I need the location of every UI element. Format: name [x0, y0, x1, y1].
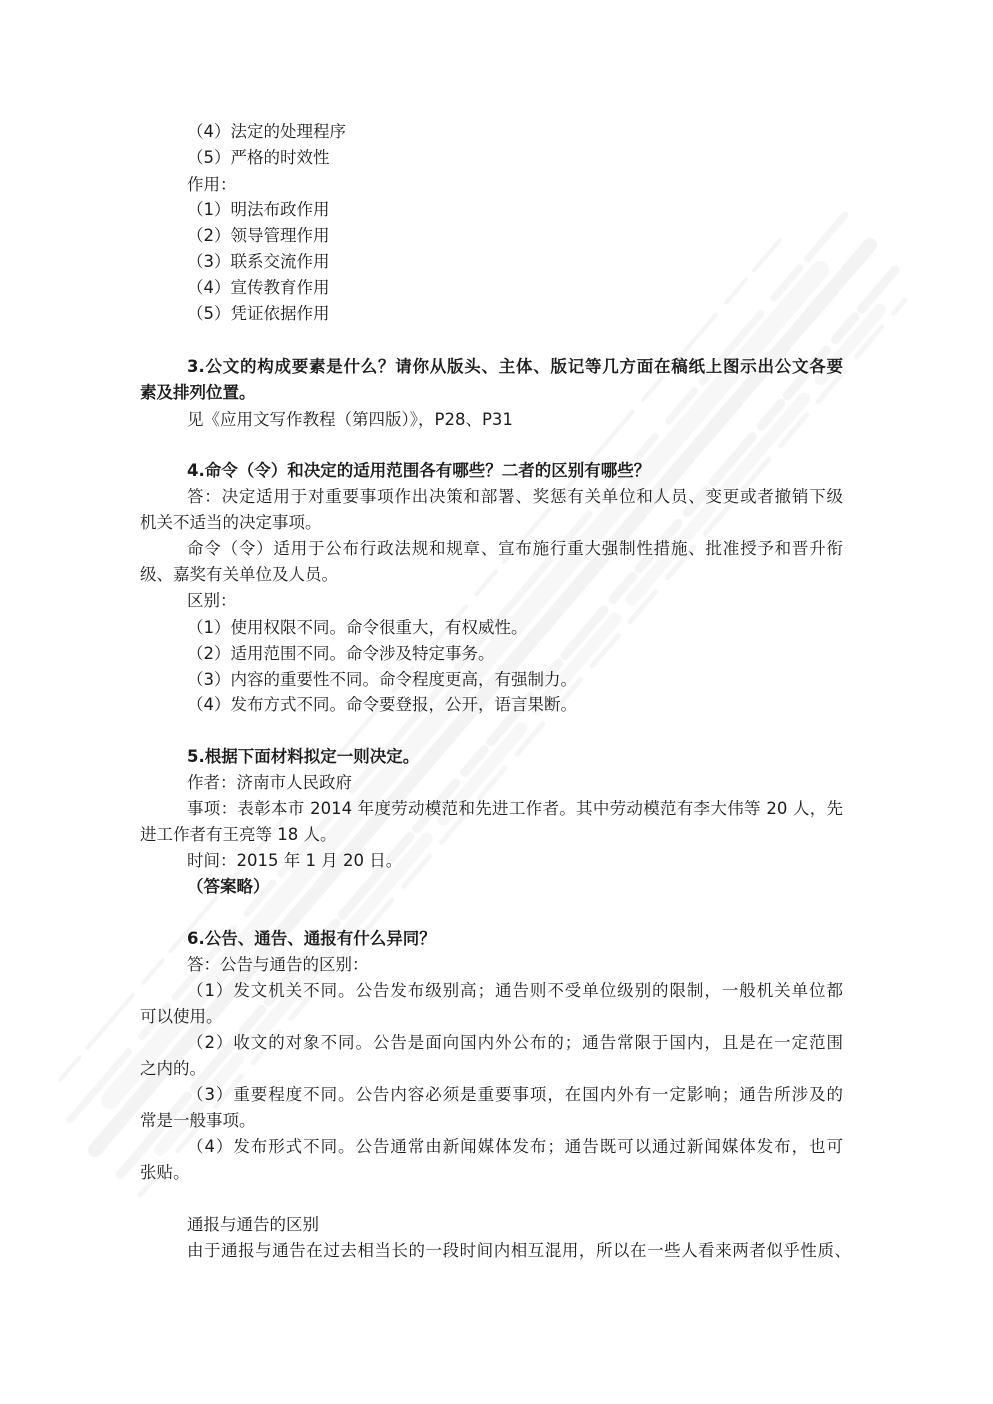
question-4-decision: 答：决定适用于对重要事项作出决策和部署、奖惩有关单位和人员、变更或者撤销下级 [187, 487, 843, 506]
question-5-matter: 事项：表彰本市 2014 年度劳动模范和先进工作者。其中劳动模范有李大伟等 20 人，先 [187, 799, 843, 818]
question-4-order-cont: 级、嘉奖有关单位及人员。 [140, 565, 338, 584]
question-6-title: 6.公告、通告、通报有什么异同？ [187, 929, 436, 948]
question-3-title: 3.公文的构成要素是什么？请你从版头、主体、版记等几方面在稿纸上图示出公文各要 [187, 357, 843, 376]
function-item: （1）明法布政作用 [187, 200, 330, 219]
function-item: （4）宣传教育作用 [187, 278, 330, 297]
question-6-point: （3）重要程度不同。公告内容必须是重要事项，在国内外有一定影响；通告所涉及的 [187, 1085, 843, 1104]
question-6-subheading: 通报与通告的区别 [187, 1215, 319, 1234]
question-4-decision-cont: 机关不适当的决定事项。 [140, 513, 322, 532]
question-6-point: （2）收文的对象不同。公告是面向国内外公布的；通告常限于国内，且是在一定范围 [187, 1033, 843, 1052]
question-4-order: 命令（令）适用于公布行政法规和规章、宣布施行重大强制性措施、批准授予和晋升衔 [187, 539, 843, 558]
question-4-title: 4.命令（令）和决定的适用范围各有哪些？二者的区别有哪些？ [187, 461, 651, 480]
question-4-diff-item: （3）内容的重要性不同。命令程度更高，有强制力。 [187, 670, 577, 689]
question-3-title-cont: 素及排列位置。 [140, 383, 256, 402]
question-6-paragraph: 由于通报与通告在过去相当长的一段时间内相互混用，所以在一些人看来两者似乎性质、 [187, 1241, 851, 1260]
question-5-time: 时间：2015 年 1 月 20 日。 [187, 851, 403, 870]
question-6-point-cont: 常是一般事项。 [140, 1111, 256, 1130]
question-6-intro: 答：公告与通告的区别： [187, 955, 369, 974]
function-item: （2）领导管理作用 [187, 226, 330, 245]
question-3-answer: 见《应用文写作教程（第四版）》，P28、P31 [187, 410, 513, 429]
functions-label: 作用： [187, 175, 237, 194]
function-item: （5）凭证依据作用 [187, 304, 330, 323]
question-4-diff-item: （1）使用权限不同。命令很重大，有权威性。 [187, 618, 528, 637]
question-6-point: （4）发布形式不同。公告通常由新闻媒体发布；通告既可以通过新闻媒体发布，也可 [187, 1137, 843, 1156]
question-6-point-cont: 可以使用。 [140, 1007, 223, 1026]
question-5-note: （答案略） [187, 877, 270, 896]
feature-item: （5）严格的时效性 [187, 148, 330, 167]
question-6-point: （1）发文机关不同。公告发布级别高；通告则不受单位级别的限制，一般机关单位都 [187, 981, 843, 1000]
question-5-matter-cont: 进工作者有王亮等 18 人。 [140, 825, 337, 844]
question-5-author: 作者：济南市人民政府 [187, 773, 352, 792]
feature-item: （4）法定的处理程序 [187, 122, 346, 141]
question-4-diff-item: （4）发布方式不同。命令要登报，公开，语言果断。 [187, 695, 577, 714]
question-4-diff-item: （2）适用范围不同。命令涉及特定事务。 [187, 644, 495, 663]
question-6-point-cont: 张贴。 [140, 1163, 190, 1182]
question-5-title: 5.根据下面材料拟定一则决定。 [187, 747, 420, 766]
function-item: （3）联系交流作用 [187, 252, 330, 271]
question-6-point-cont: 之内的。 [140, 1059, 206, 1078]
question-4-diff-label: 区别： [187, 591, 237, 610]
